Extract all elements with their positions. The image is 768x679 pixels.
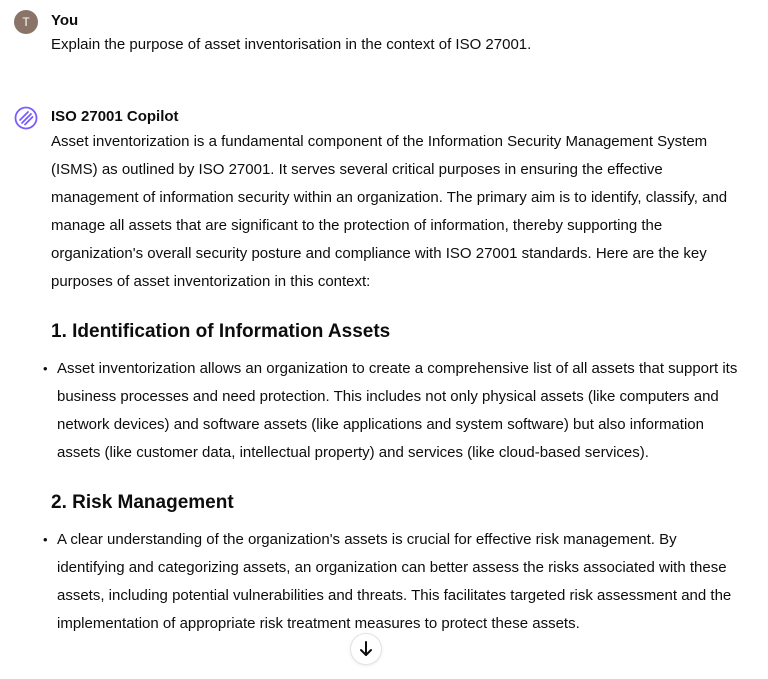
user-message-content bbox=[51, 10, 751, 58]
user-avatar: T bbox=[14, 10, 38, 34]
assistant-message-content bbox=[51, 106, 751, 638]
user-message-text: Explain the purpose of asset inventorisation in the context of ISO 27001. bbox=[51, 36, 532, 53]
section-bullet: • A clear understanding of the organization's assets is crucial for effective risk management. By identifying and categorizing assets, an organization can better assess the risks associated with these assets, including potential vulnerabilities and threats. This facilitates targeted risk assessment and the implementation of appropriate risk treatment measures to protect these assets. bbox=[51, 526, 742, 638]
copilot-logo-icon bbox=[14, 106, 38, 130]
section-heading: 2. Risk Management bbox=[51, 492, 234, 513]
arrow-down-icon bbox=[359, 641, 373, 657]
section-bullet: • Asset inventorization allows an organization to create a comprehensive list of all assets that support its business processes and need protection. This includes not only physical assets (like computers and network devices) and software assets (like applications and system software) but also information assets (like customer data, intellectual property) and services (like cloud-based services). bbox=[51, 355, 742, 467]
assistant-author-name: ISO 27001 Copilot bbox=[51, 108, 179, 125]
scroll-to-bottom-button[interactable] bbox=[350, 633, 382, 665]
assistant-intro-paragraph: Asset inventorization is a fundamental component of the Information Security Management System (ISMS) as outlined by ISO 27001. It serves several critical purposes in ensuring the effective management of information security within an organization. The primary aim is to identify, classify, and manage all assets that are significant to the protection of information, thereby supporting the organization's overall security posture and compliance with ISO 27001 standards. Here are the key purposes of asset inventorization in this context: bbox=[51, 133, 728, 290]
user-author-name: You bbox=[51, 12, 79, 29]
section-heading: 1. Identification of Information Assets bbox=[51, 321, 391, 342]
